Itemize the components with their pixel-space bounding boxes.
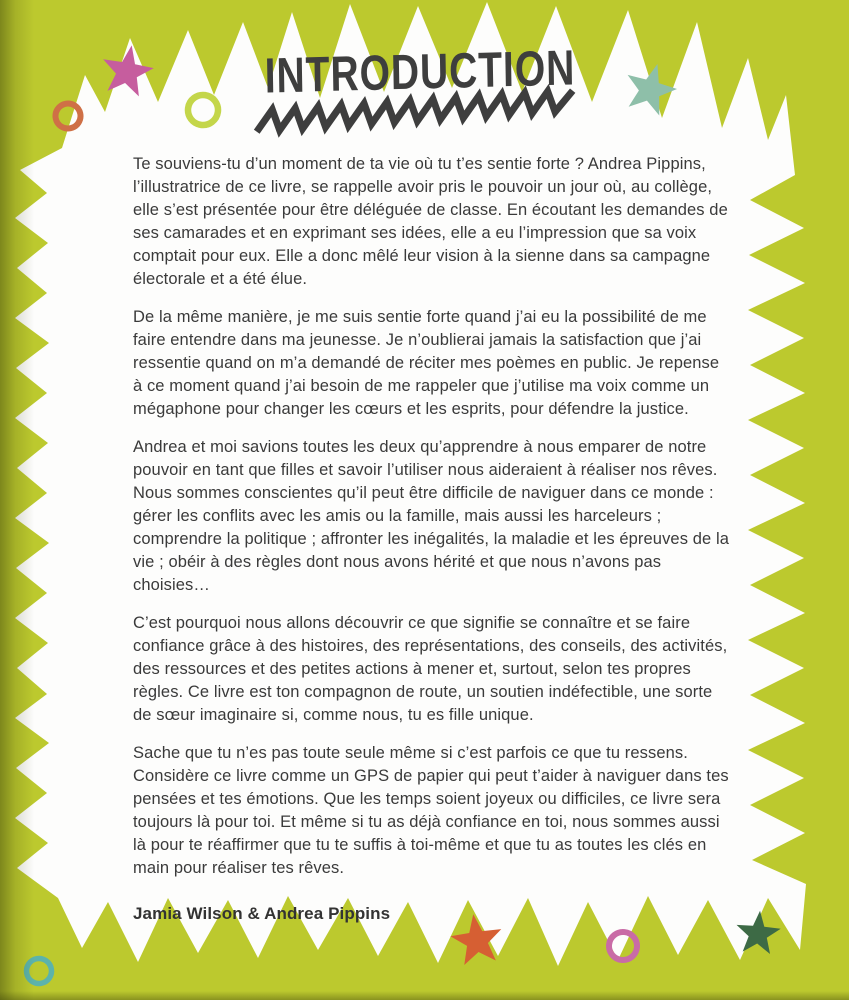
- teal-ring-icon: [18, 950, 60, 992]
- paragraph-4: C’est pourquoi nous allons découvrir ce que signifie se connaître et se faire confiance grâce à des histoires, des représentations, des conseils, des activités, des ressources et des petites actions à mener et, surtout, selon tes propres règles. Ce livre est ton compagnon de route, un soutien indéfectible, une sorte de sœur imaginaire si, comme nous, tu es fille unique.: [133, 614, 728, 724]
- orange-ring-shape: [53, 101, 83, 131]
- pink-star-shape: [98, 41, 157, 98]
- yellow-green-ring-shape: [186, 93, 220, 127]
- paragraph-3: Andrea et moi savions toutes les deux qu’apprendre à nous emparer de notre pouvoir en tant que filles et savoir l’utiliser nous aideraient à réaliser nos rêves. Nous sommes conscientes qu’il peut être difficile de naviguer dans ce monde : gérer les conflits avec les amis ou la famille, mais aussi les harceleurs ; comprendre la politique ; affronter les inégalités, la maladie et les épreuves de la vie ; obéir à des règles dont nous avons hérité et que nous n’avons pas choisies…: [133, 438, 730, 594]
- pink-star-icon: [93, 38, 160, 105]
- orange-ring-icon: [47, 95, 90, 138]
- dark-green-star-icon: [731, 907, 785, 961]
- introduction-text: [133, 153, 733, 940]
- paragraph-2: De la même manière, je me suis sentie forte quand j’ai eu la possibilité de me faire entendre dans ma jeunesse. Je n’oublierai jamais la satisfaction que j’ai ressentie quand on m’a demandé de réciter mes poèmes en public. Je repense à ce moment quand j’ai besoin de me rappeler que j’utilise ma voix comme un mégaphone pour changer les cœurs et les esprits, pour défendre la justice.: [133, 308, 720, 418]
- authors-signature: Jamia Wilson & Andrea Pippins: [133, 904, 391, 923]
- teal-ring-shape: [25, 957, 54, 986]
- page-title: INTRODUCTION: [264, 39, 576, 104]
- paragraph-5: Sache que tu n’es pas toute seule même si c’est parfois ce que tu ressens. Considère ce livre comme un GPS de papier qui peut t’aider à naviguer dans tes pensées et tes émotions. Que les temps soient joyeux ou difficiles, ce livre sera toujours là pour toi. Et même si tu as déjà confiance en toi, nous sommes aussi là pour te réaffirmer que tu te suffis à toi-même et que tu as toutes les clés en main pour réaliser tes rêves.: [133, 744, 729, 877]
- dark-green-star-shape: [734, 909, 782, 955]
- yellow-green-ring-icon: [179, 86, 226, 133]
- teal-star-shape: [619, 57, 682, 118]
- paragraph-1: Te souviens-tu d’un moment de ta vie où tu t’es sentie forte ? Andrea Pippins, l’illustratrice de ce livre, se rappelle avoir pris le pouvoir un jour où, au collège, elle s’est présentée pour être déléguée de classe. En écoutant les demandes de ses camarades et en exprimant ses idées, elle a eu l’impression que sa voix comptait pour eux. Elle a donc mêlé leur vision à la sienne dans sa campagne électorale et a été élue.: [133, 155, 728, 288]
